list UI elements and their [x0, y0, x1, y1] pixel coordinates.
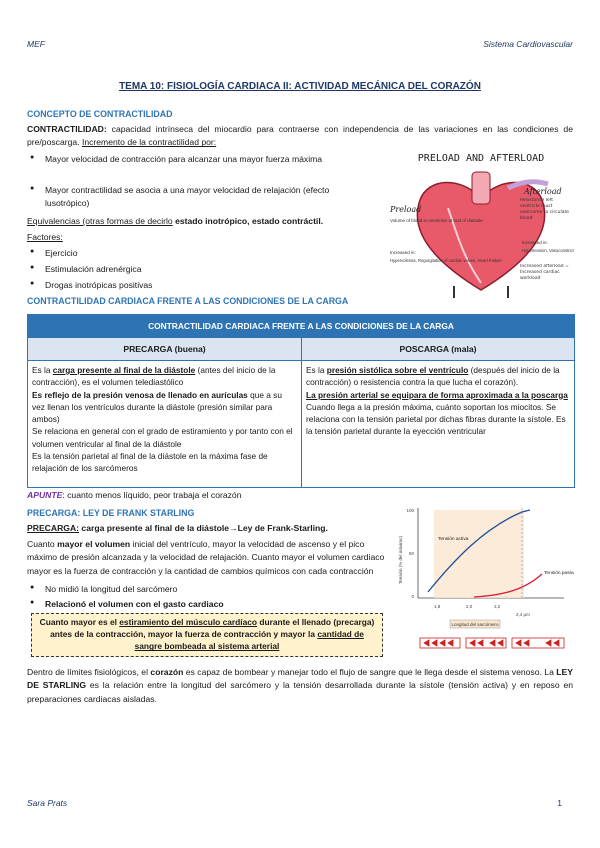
frank-starling-paragraph: Cuanto mayor el volumen inicial del ventrículo, mayor la velocidad de ascenso y el pico máximo de presión alcanzada y la velocidad de relajación. Cuanto mayor el volumen cardiaco mayor es la fuerza de contracción y la cantidad de cambios químicos con cada contracción: [27, 539, 385, 576]
precarga-cell: Es la carga presente al final de la diástole (antes del inicio de la contracción), es el volumen telediastólico Es reflejo de la presión venosa de llenado en aurículas que a su vez llenan los ventrículos durante la diástole (presión similar para ambos) Se relaciona en general con el grado de estiramiento y por tanto con el volumen ventricular al final de la diástole Es la tensión parietal al final de la diástole en la máxima fase de relajación de los sarcómeros: [32, 365, 293, 474]
svg-text:Tensión activa: Tensión activa: [438, 537, 469, 542]
list-item: ● Drogas inotrópicas positivas: [45, 279, 152, 292]
factores-label: Factores:: [27, 232, 63, 242]
list-item: ● Relacionó el volumen con el gasto cardiaco: [45, 598, 224, 611]
svg-text:Volume of blood in ventricles: Volume of blood in ventricles at end of diastole: [390, 218, 483, 223]
svg-text:Afterload: Afterload: [524, 187, 562, 196]
poscarga-cell: Es la presión sistólica sobre el ventrículo (después del inicio de la contracción) o resistencia contra la que lucha el corazón). La presión arterial se equipara de forma aproximada a la poscarga Cuando llega a la presión máxima, cuánto soportan los miocitos. Se relaciona con la tensión parietal por dichas fibras durante la sístole. Es la tensión parietal durante la eyección ventricular: [301, 361, 574, 487]
svg-text:PRELOAD AND AFTERLOAD: PRELOAD AND AFTERLOAD: [417, 153, 545, 164]
apunte-note: APUNTE: cuanto menos líquido, peor trabaja el corazón: [27, 490, 242, 500]
column-header-poscarga: POSCARGA (mala): [302, 338, 574, 360]
column-header-precarga: PRECARGA (buena): [28, 338, 301, 360]
list-item: ● Mayor velocidad de contracción para alcanzar una mayor fuerza máxima: [45, 153, 375, 166]
page-number: 1: [557, 798, 562, 808]
header-right: Sistema Cardiovascular: [483, 39, 573, 49]
starling-law-paragraph: Dentro de límites fisiológicos, el corazón es capaz de bombear y manejar todo el flujo de sangre que le llega desde el sistema venoso. La LEY DE STARLING es la relación entre la longitud del sarcómero y la tensión desarrollada durante la sístole (tensión activa) y en reposo en preparaciones cardiacas aisladas.: [27, 667, 574, 704]
page-title: TEMA 10: FISIOLOGÍA CARDIACA II: ACTIVIDAD MECÁNICA DEL CORAZÓN: [119, 81, 481, 92]
section-heading-frank-starling: PRECARGA: LEY DE FRANK STARLING: [27, 508, 195, 518]
svg-text:Longitud del sarcómero: Longitud del sarcómero: [451, 622, 499, 627]
svg-text:Increased in:: Increased in:: [522, 240, 548, 245]
svg-text:100: 100: [406, 508, 414, 513]
svg-text:Increased in:: Increased in:: [390, 250, 416, 255]
svg-text:Tensión pasiva: Tensión pasiva: [544, 571, 574, 576]
equivalencias: Equivalencias (otras formas de decirlo estado inotrópico, estado contráctil.: [27, 216, 324, 226]
svg-text:Tensión (% del máximo): Tensión (% del máximo): [398, 535, 403, 585]
load-comparison-table: [27, 314, 575, 488]
svg-text:Preload: Preload: [390, 205, 422, 214]
list-item: ● Ejercicio: [45, 247, 77, 260]
svg-text:2,0: 2,0: [466, 604, 473, 609]
sarcomere-tension-figure: [394, 500, 574, 670]
list-item: ● Mayor contractilidad se asocia a una mayor velocidad de relajación (efecto lusotrópico): [45, 184, 375, 211]
svg-text:Hypertension, Vasoconstriction: Hypertension, Vasoconstriction: [522, 248, 574, 253]
precarga-definition: PRECARGA: carga presente al final de la diástole→Ley de Frank-Starling.: [27, 523, 328, 533]
svg-text:2,2: 2,2: [494, 604, 501, 609]
list-item: ● No midió la longitud del sarcómero: [45, 583, 177, 596]
list-item: ● Estimulación adrenérgica: [45, 263, 142, 276]
section-heading-contractilidad: CONCEPTO DE CONTRACTILIDAD: [27, 109, 173, 119]
svg-text:2,4 μm: 2,4 μm: [516, 612, 530, 617]
header-left: MEF: [27, 39, 45, 49]
svg-text:Hypervolemia, Regurgitation of: Hypervolemia, Regurgitation of cardiac valves, Heart Failure: [390, 258, 502, 263]
footer-author: Sara Prats: [27, 798, 68, 808]
contractilidad-definition: CONTRACTILIDAD: capacidad intrínseca del miocardio para contraerse con independencia de las variaciones en las condiciones de pre/poscarga. Incremento de la contractilidad por:: [27, 124, 573, 148]
preload-afterload-illustration: PRELOAD AND AFTERLOAD Preload Volume of blood in ventricles at end of diastole Increased in: Hypervolemia, Regurgitation of cardiac valves, Heart Failure Afterload Resistance left ventricle must overcome to circulate blood Increased in: Hypertension, Vasoconstriction Increased afterload = Increased cardiac workload: [388, 148, 574, 298]
svg-text:0: 0: [411, 594, 414, 599]
section-heading-carga: CONTRACTILIDAD CARDIACA FRENTE A LAS CONDICIONES DE LA CARGA: [27, 296, 349, 306]
table-title: CONTRACTILIDAD CARDIACA FRENTE A LAS CONDICIONES DE LA CARGA: [28, 315, 574, 337]
svg-text:1,8: 1,8: [434, 604, 441, 609]
key-concept-box: Cuanto mayor es el estiramiento del músculo cardíaco durante el llenado (precarga) antes de la contracción, mayor la fuerza de contracción y mayor la cantidad de sangre bombeada al sistema arterial: [31, 613, 383, 657]
svg-text:50: 50: [408, 551, 414, 556]
